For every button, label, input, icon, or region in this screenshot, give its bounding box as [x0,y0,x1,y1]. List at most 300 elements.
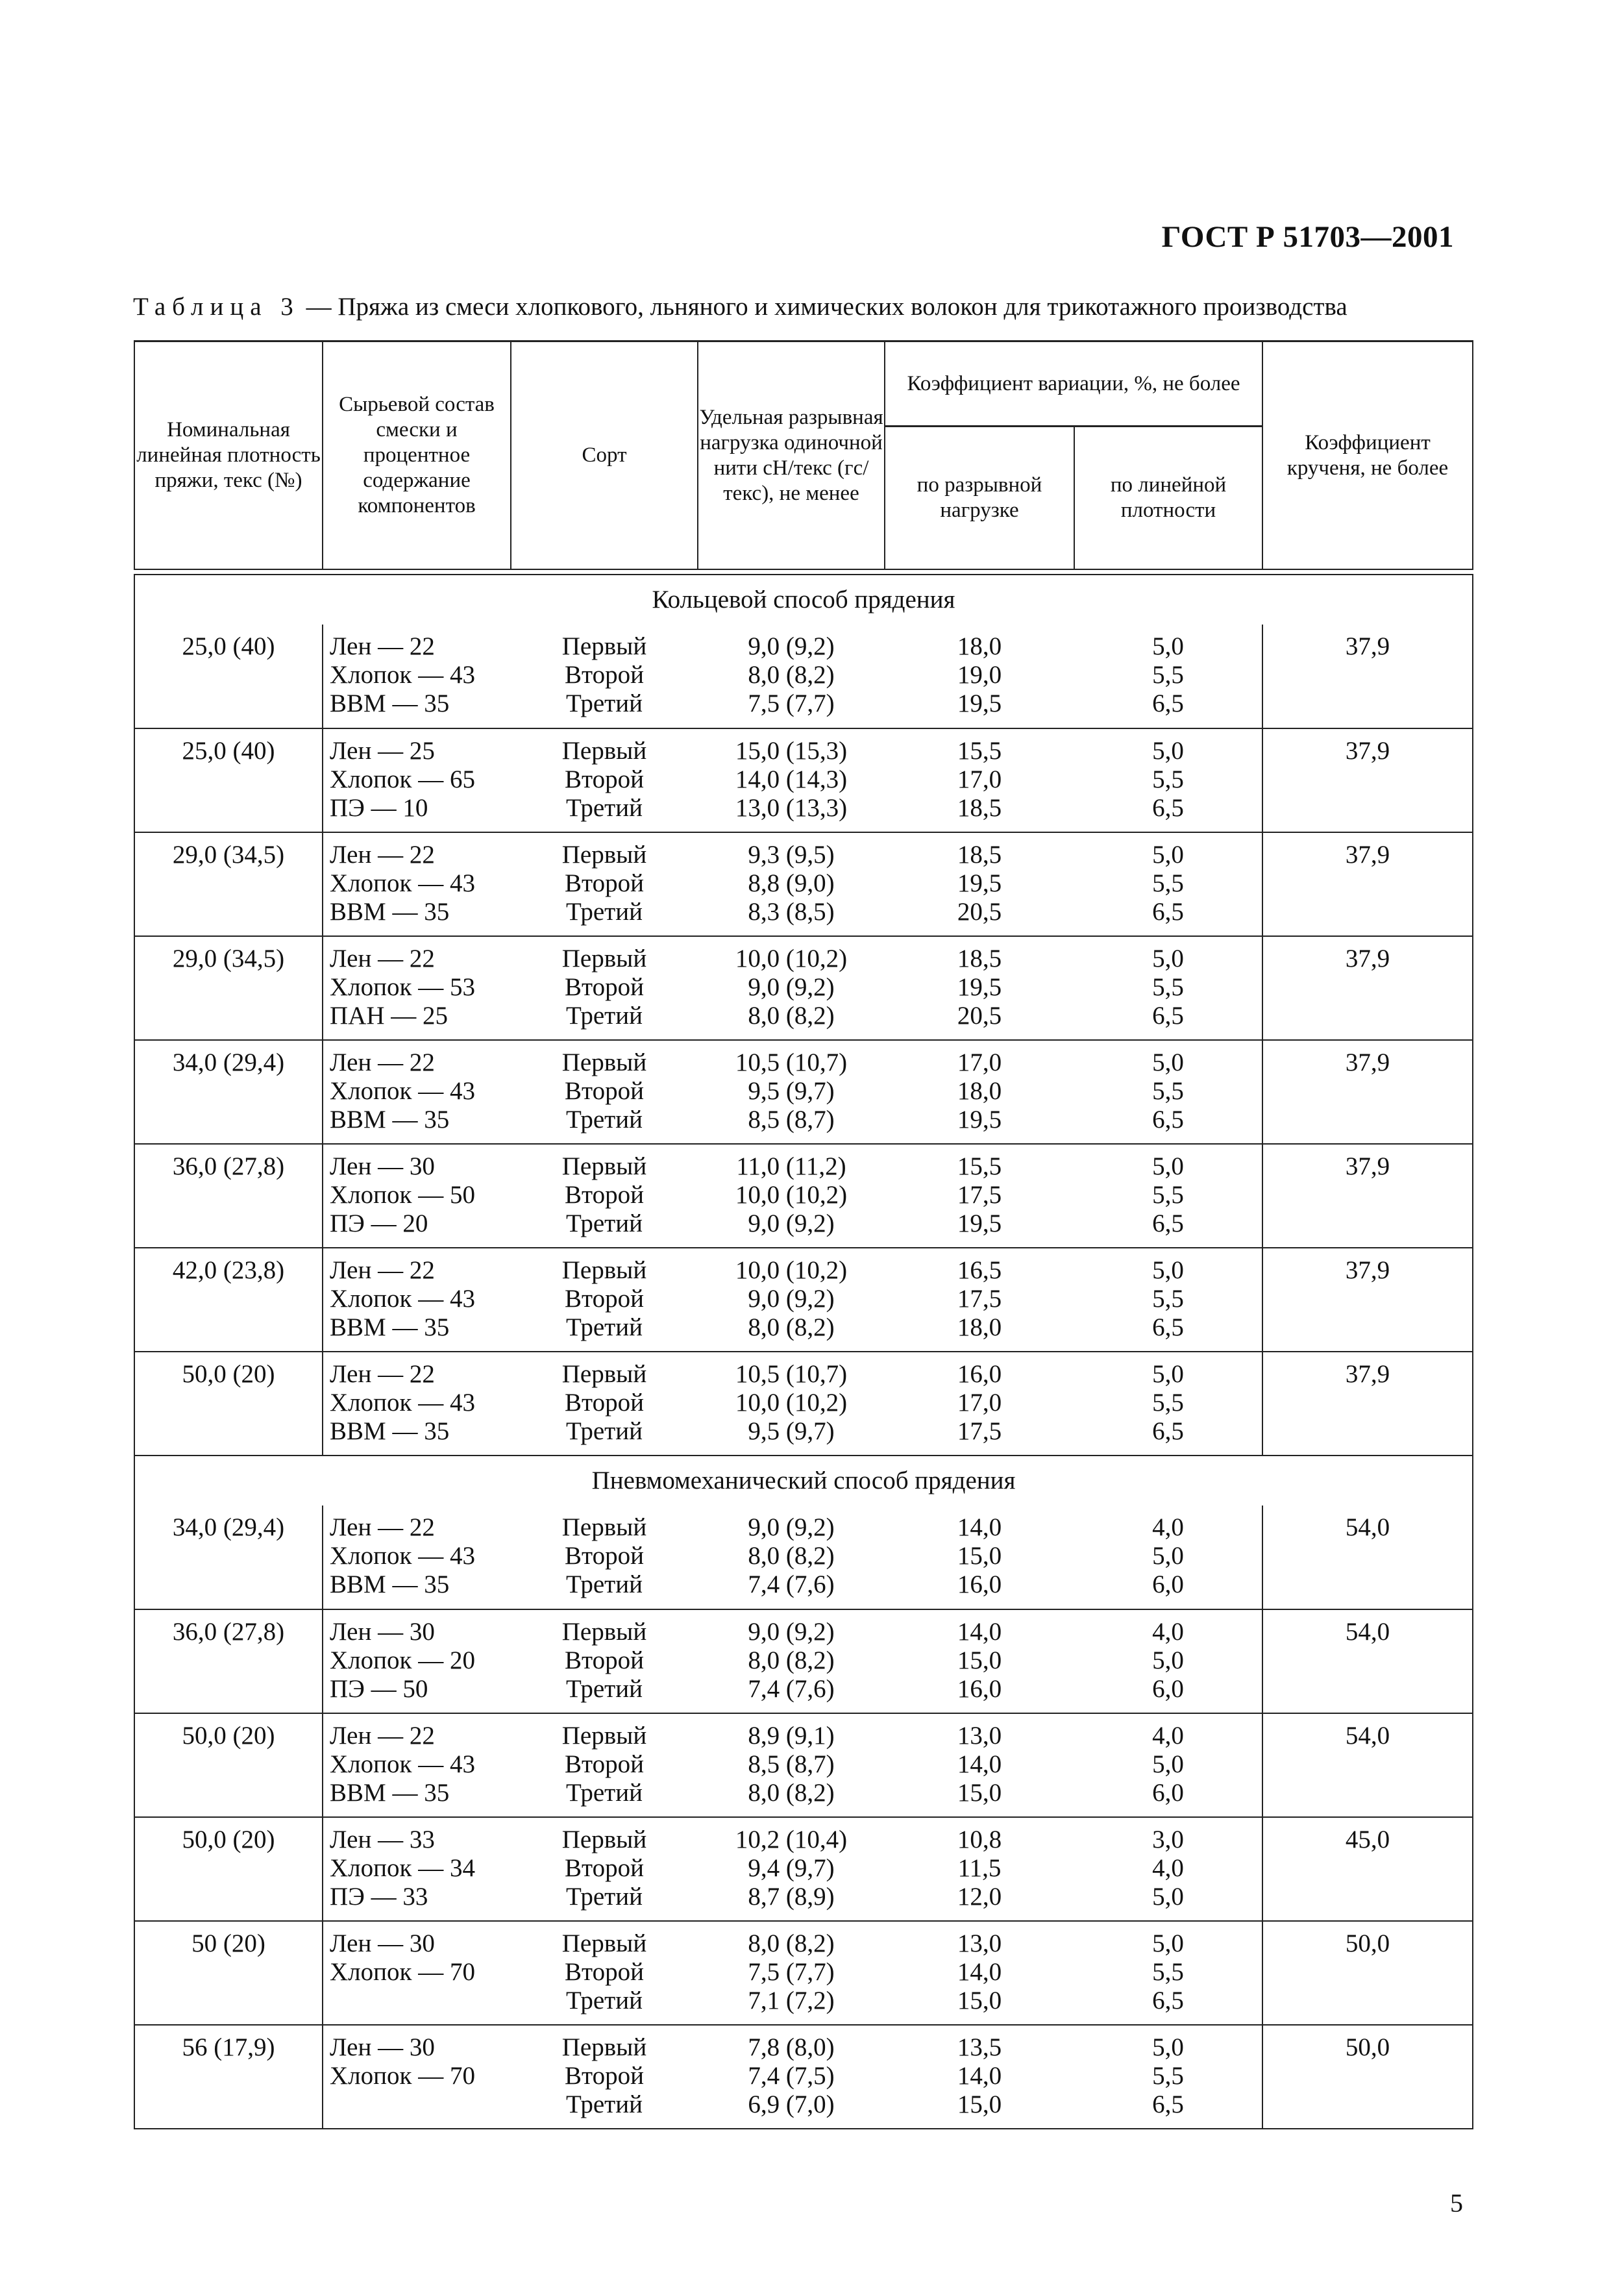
yarn-properties-table [134,340,1473,2129]
cell-density: 50,0 (20) [134,1352,323,1456]
variation-density-line: 6,5 [1152,1002,1184,1030]
variation-density-line: 6,5 [1152,2090,1184,2118]
cell-variation-density [1074,1352,1262,1456]
grade-line: Второй [565,1854,644,1882]
cell-grade [511,1352,698,1456]
variation-density-line: 6,0 [1152,1570,1184,1598]
cell-variation-density [1074,1713,1262,1817]
variation-density-line: 5,5 [1152,1389,1184,1417]
cell-twist: 37,9 [1262,832,1473,936]
standard-code: ГОСТ Р 51703—2001 [1161,220,1454,254]
variation-density-line: 5,5 [1152,1181,1184,1209]
variation-density-line: 5,0 [1152,1048,1184,1076]
variation-load-line: 19,5 [957,1106,1002,1134]
composition-line: ВВМ — 35 [330,898,450,926]
variation-load-line: 15,5 [957,1152,1002,1180]
grade-line: Первый [561,1048,647,1076]
cell-composition [323,1921,511,2025]
grade-line: Второй [565,1389,644,1417]
col-header-grade: Сорт [511,341,698,570]
cell-density: 25,0 (40) [134,625,323,728]
variation-load-line: 12,0 [957,1883,1002,1911]
variation-load-line: 14,0 [957,1750,1002,1778]
cell-twist: 37,9 [1262,1352,1473,1456]
composition-line: ВВМ — 35 [330,689,450,717]
header-double-rule [134,569,1473,575]
cell-variation-load [885,1817,1074,1921]
cell-composition [323,1248,511,1352]
composition-line: ВВМ — 35 [330,1106,450,1134]
composition-line: Хлопок — 65 [330,765,475,793]
variation-load-line: 20,5 [957,898,1002,926]
grade-line: Третий [566,1417,643,1445]
cell-grade [511,625,698,728]
cell-grade [511,1506,698,1609]
variation-load-line: 20,5 [957,1002,1002,1030]
composition-line: Лен — 30 [330,2033,435,2061]
cell-grade [511,728,698,832]
cell-variation-load [885,1144,1074,1248]
composition-line: Лен — 25 [330,737,435,765]
cell-twist: 50,0 [1262,2025,1473,2129]
composition-line: Хлопок — 43 [330,661,475,689]
table-row [134,2025,1473,2129]
variation-load-line: 14,0 [957,1513,1002,1541]
cell-twist: 37,9 [1262,1248,1473,1352]
composition-line: ПЭ — 10 [330,794,428,822]
variation-density-line: 6,5 [1152,1209,1184,1237]
grade-line: Первый [561,632,647,660]
cell-load [698,2025,885,2129]
load-line: 8,9 (9,1) [748,1722,835,1750]
load-line: 6,9 (7,0) [748,2090,835,2118]
variation-density-line: 4,0 [1152,1722,1184,1750]
variation-load-line: 18,0 [957,1313,1002,1341]
variation-load-line: 17,5 [957,1181,1002,1209]
grade-line: Третий [566,689,643,717]
load-line: 9,5 (9,7) [748,1077,835,1105]
grade-line: Второй [565,1181,644,1209]
cell-composition [323,1817,511,1921]
cell-density: 29,0 (34,5) [134,936,323,1040]
cell-variation-density [1074,728,1262,832]
grade-line: Третий [566,1570,643,1598]
col-header-composition: Сырьевой состав смески и процентное содержание компонентов [323,341,511,570]
table-row [134,625,1473,728]
cell-density: 25,0 (40) [134,728,323,832]
variation-load-line: 19,0 [957,661,1002,689]
variation-load-line: 17,0 [957,765,1002,793]
cell-variation-density [1074,1921,1262,2025]
cell-variation-density [1074,625,1262,728]
load-line: 7,1 (7,2) [748,1987,835,2014]
variation-load-line: 18,0 [957,632,1002,660]
cell-twist: 37,9 [1262,625,1473,728]
cell-variation-density [1074,936,1262,1040]
load-line: 7,4 (7,6) [748,1570,835,1598]
table-row [134,1921,1473,2025]
variation-density-line: 4,0 [1152,1854,1184,1882]
cell-load [698,832,885,936]
composition-line: Лен — 30 [330,1929,435,1957]
composition-line: ПЭ — 50 [330,1675,428,1703]
grade-line: Второй [565,1077,644,1105]
cell-load [698,1609,885,1713]
table-row [134,1506,1473,1609]
section-title: Пневмомеханический способ прядения [134,1456,1473,1506]
grade-line: Второй [565,1958,644,1986]
cell-load [698,1506,885,1609]
variation-density-line: 5,0 [1152,2033,1184,2061]
table-row [134,832,1473,936]
cell-density: 29,0 (34,5) [134,832,323,936]
composition-line: Хлопок — 53 [330,973,475,1001]
composition-line: Хлопок — 43 [330,1542,475,1570]
cell-load [698,1713,885,1817]
variation-density-line: 6,5 [1152,689,1184,717]
cell-grade [511,1248,698,1352]
variation-density-line: 5,5 [1152,1077,1184,1105]
composition-line: Лен — 22 [330,1722,435,1750]
col-header-twist: Коэффициент крученя, не более [1262,341,1473,570]
variation-density-line: 4,0 [1152,1618,1184,1646]
page-number: 5 [1450,2188,1463,2218]
variation-load-line: 16,0 [957,1570,1002,1598]
cell-grade [511,1921,698,2025]
load-line: 10,0 (10,2) [735,1389,848,1417]
composition-line: Лен — 33 [330,1826,435,1853]
cell-variation-density [1074,1040,1262,1144]
variation-density-line: 4,0 [1152,1513,1184,1541]
composition-line: Лен — 22 [330,945,435,973]
cell-variation-density [1074,832,1262,936]
grade-line: Второй [565,869,644,897]
composition-line: ПЭ — 20 [330,1209,428,1237]
load-line: 15,0 (15,3) [735,737,848,765]
cell-load [698,1921,885,2025]
variation-load-line: 14,0 [957,2062,1002,2090]
cell-composition [323,1352,511,1456]
cell-variation-load [885,728,1074,832]
variation-load-line: 13,0 [957,1722,1002,1750]
load-line: 11,0 (11,2) [736,1152,846,1180]
cell-composition [323,728,511,832]
grade-line: Второй [565,1646,644,1674]
variation-load-line: 19,5 [957,973,1002,1001]
variation-density-line: 5,0 [1152,1929,1184,1957]
cell-grade [511,1040,698,1144]
composition-line: Хлопок — 20 [330,1646,475,1674]
load-line: 8,7 (8,9) [748,1883,835,1911]
cell-density: 34,0 (29,4) [134,1040,323,1144]
grade-line: Третий [566,2090,643,2118]
grade-line: Третий [566,1779,643,1807]
table-row [134,1817,1473,1921]
variation-load-line: 15,0 [957,1542,1002,1570]
variation-density-line: 5,5 [1152,2062,1184,2090]
table-caption-text: — Пряжа из смеси хлопкового, льняного и химических волокон для трикотажного производства [299,293,1347,321]
grade-line: Второй [565,973,644,1001]
cell-load [698,1248,885,1352]
composition-line: ПЭ — 33 [330,1883,428,1911]
cell-load [698,936,885,1040]
load-line: 9,5 (9,7) [748,1417,835,1445]
load-line: 7,4 (7,6) [748,1675,835,1703]
cell-load [698,1040,885,1144]
load-line: 10,0 (10,2) [735,1181,848,1209]
load-line: 8,5 (8,7) [748,1750,835,1778]
table-row [134,1713,1473,1817]
variation-density-line: 5,0 [1152,841,1184,869]
cell-composition [323,1713,511,1817]
variation-load-line: 17,5 [957,1417,1002,1445]
variation-density-line: 5,5 [1152,765,1184,793]
variation-density-line: 5,0 [1152,1750,1184,1778]
cell-twist: 45,0 [1262,1817,1473,1921]
load-line: 8,0 (8,2) [748,1313,835,1341]
cell-variation-load [885,1040,1074,1144]
variation-load-line: 19,5 [957,1209,1002,1237]
cell-variation-load [885,1713,1074,1817]
cell-grade [511,1609,698,1713]
composition-line: ВВМ — 35 [330,1313,450,1341]
cell-composition [323,832,511,936]
grade-line: Третий [566,1313,643,1341]
variation-load-line: 16,0 [957,1360,1002,1388]
table-row [134,1144,1473,1248]
composition-line: Хлопок — 43 [330,1285,475,1313]
cell-composition [323,1144,511,1248]
composition-line: ВВМ — 35 [330,1570,450,1598]
load-line: 8,5 (8,7) [748,1106,835,1134]
section-title: Кольцевой способ прядения [134,575,1473,625]
cell-load [698,1817,885,1921]
load-line: 8,8 (9,0) [748,869,835,897]
grade-line: Первый [561,1722,647,1750]
variation-load-line: 11,5 [957,1854,1002,1882]
grade-line: Третий [566,1675,643,1703]
variation-load-line: 15,0 [957,2090,1002,2118]
table-row [134,936,1473,1040]
cell-grade [511,2025,698,2129]
load-line: 9,0 (9,2) [748,1209,835,1237]
table-row [134,1352,1473,1456]
load-line: 9,0 (9,2) [748,1513,835,1541]
grade-line: Третий [566,1883,643,1911]
variation-load-line: 13,5 [957,2033,1002,2061]
load-line: 8,0 (8,2) [748,661,835,689]
table-caption [133,292,1470,321]
cell-twist: 37,9 [1262,936,1473,1040]
variation-density-line: 5,5 [1152,973,1184,1001]
composition-line: Лен — 22 [330,1048,435,1076]
variation-density-line: 6,5 [1152,794,1184,822]
table-row [134,1609,1473,1713]
variation-density-line: 5,0 [1152,945,1184,973]
variation-load-line: 18,5 [957,794,1002,822]
cell-grade [511,1144,698,1248]
composition-line: ВВМ — 35 [330,1779,450,1807]
variation-load-line: 17,0 [957,1048,1002,1076]
composition-line: Хлопок — 70 [330,1958,475,1986]
load-line: 8,0 (8,2) [748,1929,835,1957]
variation-load-line: 15,0 [957,1646,1002,1674]
load-line: 9,0 (9,2) [748,632,835,660]
variation-density-line: 5,0 [1152,1883,1184,1911]
variation-density-line: 5,5 [1152,1285,1184,1313]
variation-load-line: 15,5 [957,737,1002,765]
variation-load-line: 15,0 [957,1779,1002,1807]
cell-grade [511,1817,698,1921]
variation-load-line: 17,5 [957,1285,1002,1313]
cell-density: 50,0 (20) [134,1817,323,1921]
load-line: 9,3 (9,5) [748,841,835,869]
composition-line: Лен — 22 [330,1360,435,1388]
grade-line: Второй [565,661,644,689]
variation-load-line: 18,0 [957,1077,1002,1105]
cell-twist: 37,9 [1262,1040,1473,1144]
table-caption-label: Таблица 3 [133,293,300,321]
cell-density: 36,0 (27,8) [134,1144,323,1248]
cell-twist: 50,0 [1262,1921,1473,2025]
variation-density-line: 3,0 [1152,1826,1184,1853]
table-row [134,1248,1473,1352]
variation-load-line: 19,5 [957,689,1002,717]
load-line: 8,0 (8,2) [748,1002,835,1030]
cell-variation-density [1074,1144,1262,1248]
cell-load [698,728,885,832]
variation-density-line: 6,0 [1152,1779,1184,1807]
load-line: 8,3 (8,5) [748,898,835,926]
grade-line: Первый [561,1256,647,1284]
variation-density-line: 5,0 [1152,1152,1184,1180]
grade-line: Первый [561,1360,647,1388]
load-line: 10,5 (10,7) [735,1360,848,1388]
cell-grade [511,832,698,936]
cell-variation-load [885,936,1074,1040]
col-header-density: Номинальная линейная плотность пряжи, текс (№) [134,341,323,570]
col-header-variation-density: по линейной плотности [1074,427,1262,570]
variation-density-line: 5,5 [1152,661,1184,689]
cell-composition [323,1040,511,1144]
variation-load-line: 15,0 [957,1987,1002,2014]
load-line: 10,0 (10,2) [735,1256,848,1284]
cell-variation-density [1074,1248,1262,1352]
composition-line: Хлопок — 43 [330,1389,475,1417]
cell-grade [511,1713,698,1817]
cell-variation-load [885,1352,1074,1456]
table-body [134,575,1473,2129]
variation-density-line: 6,5 [1152,1106,1184,1134]
grade-line: Третий [566,1106,643,1134]
load-line: 8,0 (8,2) [748,1646,835,1674]
cell-variation-load [885,1921,1074,2025]
load-line: 8,0 (8,2) [748,1542,835,1570]
grade-line: Первый [561,1929,647,1957]
variation-load-line: 16,5 [957,1256,1002,1284]
load-line: 14,0 (14,3) [735,765,848,793]
composition-line: Хлопок — 34 [330,1854,475,1882]
cell-variation-load [885,625,1074,728]
cell-composition [323,1609,511,1713]
cell-variation-load [885,832,1074,936]
grade-line: Первый [561,841,647,869]
variation-load-line: 14,0 [957,1958,1002,1986]
composition-line: ПАН — 25 [330,1002,448,1030]
variation-density-line: 6,5 [1152,1417,1184,1445]
cell-twist: 37,9 [1262,728,1473,832]
cell-density: 34,0 (29,4) [134,1506,323,1609]
variation-load-line: 17,0 [957,1389,1002,1417]
cell-variation-density [1074,2025,1262,2129]
variation-density-line: 6,5 [1152,1313,1184,1341]
cell-variation-density [1074,1609,1262,1713]
composition-line: Лен — 22 [330,1256,435,1284]
variation-load-line: 19,5 [957,869,1002,897]
grade-line: Первый [561,945,647,973]
composition-line: Лен — 30 [330,1152,435,1180]
cell-variation-load [885,2025,1074,2129]
table-row [134,1040,1473,1144]
grade-line: Первый [561,1513,647,1541]
load-line: 10,2 (10,4) [735,1826,848,1853]
variation-density-line: 6,5 [1152,1987,1184,2014]
cell-composition [323,625,511,728]
cell-twist: 37,9 [1262,1144,1473,1248]
composition-line: Лен — 22 [330,1513,435,1541]
cell-composition [323,2025,511,2129]
variation-density-line: 5,5 [1152,869,1184,897]
variation-density-line: 5,0 [1152,632,1184,660]
load-line: 8,0 (8,2) [748,1779,835,1807]
variation-density-line: 5,0 [1152,737,1184,765]
grade-line: Второй [565,2062,644,2090]
cell-density: 50,0 (20) [134,1713,323,1817]
cell-density: 50 (20) [134,1921,323,2025]
load-line: 9,0 (9,2) [748,1285,835,1313]
composition-line: Хлопок — 43 [330,869,475,897]
load-line: 9,0 (9,2) [748,1618,835,1646]
grade-line: Первый [561,737,647,765]
cell-grade [511,936,698,1040]
variation-density-line: 5,0 [1152,1542,1184,1570]
load-line: 9,4 (9,7) [748,1854,835,1882]
variation-load-line: 13,0 [957,1929,1002,1957]
cell-twist: 54,0 [1262,1506,1473,1609]
variation-density-line: 5,0 [1152,1256,1184,1284]
composition-line: Хлопок — 50 [330,1181,475,1209]
composition-line: Хлопок — 43 [330,1077,475,1105]
variation-load-line: 16,0 [957,1675,1002,1703]
variation-density-line: 6,5 [1152,898,1184,926]
variation-load-line: 10,8 [957,1826,1002,1853]
load-line: 7,5 (7,7) [748,1958,835,1986]
variation-density-line: 5,5 [1152,1958,1184,1986]
composition-line: Хлопок — 43 [330,1750,475,1778]
load-line: 7,5 (7,7) [748,689,835,717]
grade-line: Второй [565,1285,644,1313]
load-line: 9,0 (9,2) [748,973,835,1001]
cell-variation-load [885,1248,1074,1352]
cell-density: 36,0 (27,8) [134,1609,323,1713]
table-row [134,728,1473,832]
grade-line: Второй [565,1542,644,1570]
load-line: 7,4 (7,5) [748,2062,835,2090]
load-line: 10,0 (10,2) [735,945,848,973]
variation-density-line: 6,0 [1152,1675,1184,1703]
cell-twist: 54,0 [1262,1713,1473,1817]
grade-line: Первый [561,1152,647,1180]
